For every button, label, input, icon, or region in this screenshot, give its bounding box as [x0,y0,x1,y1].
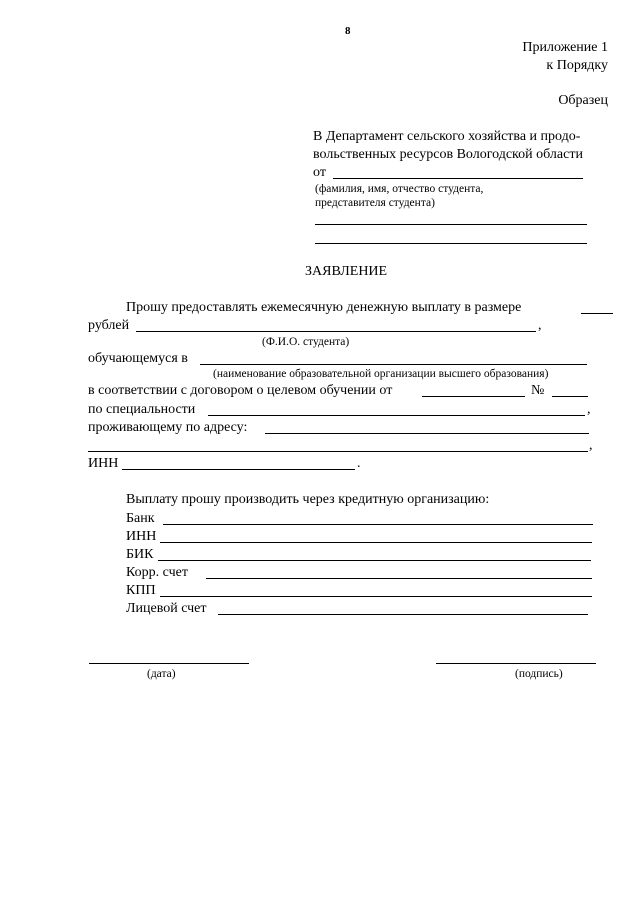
rubles-comma: , [538,318,542,333]
specialty-comma: , [587,402,591,417]
payment-inn-field-line[interactable] [160,542,592,543]
bank-label: Банк [126,511,155,526]
student-label: обучающемуся в [88,351,188,366]
specialty-field-line[interactable] [208,415,585,416]
addressee-line-2: вольственных ресурсов Вологодской области [313,147,583,162]
from-hint-1: (фамилия, имя, отчество студента, [315,183,484,195]
rubles-label: рублей [88,318,130,333]
corr-account-label: Корр. счет [126,565,188,580]
contract-label: в соответствии с договором о целевом обучении от [88,383,393,398]
date-field-line[interactable] [89,663,249,664]
bik-label: БИК [126,547,154,562]
inn-period: . [357,456,361,471]
from-hint-2: представителя студента) [315,197,435,209]
contract-date-field-line[interactable] [422,396,525,397]
addressee-field-line-2[interactable] [315,243,587,244]
bik-field-line[interactable] [158,560,591,561]
inn-label: ИНН [88,456,119,471]
contract-number-field-line[interactable] [552,396,588,397]
document-title: ЗАЯВЛЕНИЕ [305,264,388,279]
inn-field-line[interactable] [122,469,355,470]
date-hint: (дата) [147,668,176,680]
payment-intro: Выплату прошу производить через кредитную организацию: [126,492,490,507]
kpp-label: КПП [126,583,156,598]
addressee-line-1: В Департамент сельского хозяйства и продо- [313,129,581,144]
address-field-line-1[interactable] [265,433,589,434]
signature-hint: (подпись) [515,668,563,680]
student-name-field-line[interactable] [136,331,536,332]
order-label: к Порядку [546,58,608,73]
organization-hint: (наименование образовательной организации высшего образования) [213,368,549,380]
sample-label: Образец [558,93,608,108]
bank-field-line[interactable] [163,524,593,525]
address-comma: , [589,438,593,453]
appendix-label: Приложение 1 [522,40,608,55]
corr-account-field-line[interactable] [206,578,592,579]
from-label: от [313,165,326,180]
addressee-field-line-1[interactable] [315,224,587,225]
personal-account-label: Лицевой счет [126,601,207,616]
number-sign: № [531,383,545,398]
from-name-field-line[interactable] [333,178,583,179]
specialty-label: по специальности [88,402,196,417]
amount-field-line[interactable] [581,313,613,314]
request-text: Прошу предоставлять ежемесячную денежную выплату в размере [126,300,522,315]
payment-inn-label: ИНН [126,529,157,544]
organization-field-line[interactable] [200,364,587,365]
kpp-field-line[interactable] [160,596,592,597]
address-field-line-2[interactable] [88,451,588,452]
page-number: 8 [345,25,351,37]
personal-account-field-line[interactable] [218,614,588,615]
signature-field-line[interactable] [436,663,596,664]
fio-hint: (Ф.И.О. студента) [262,336,350,348]
address-label: проживающему по адресу: [88,420,248,435]
